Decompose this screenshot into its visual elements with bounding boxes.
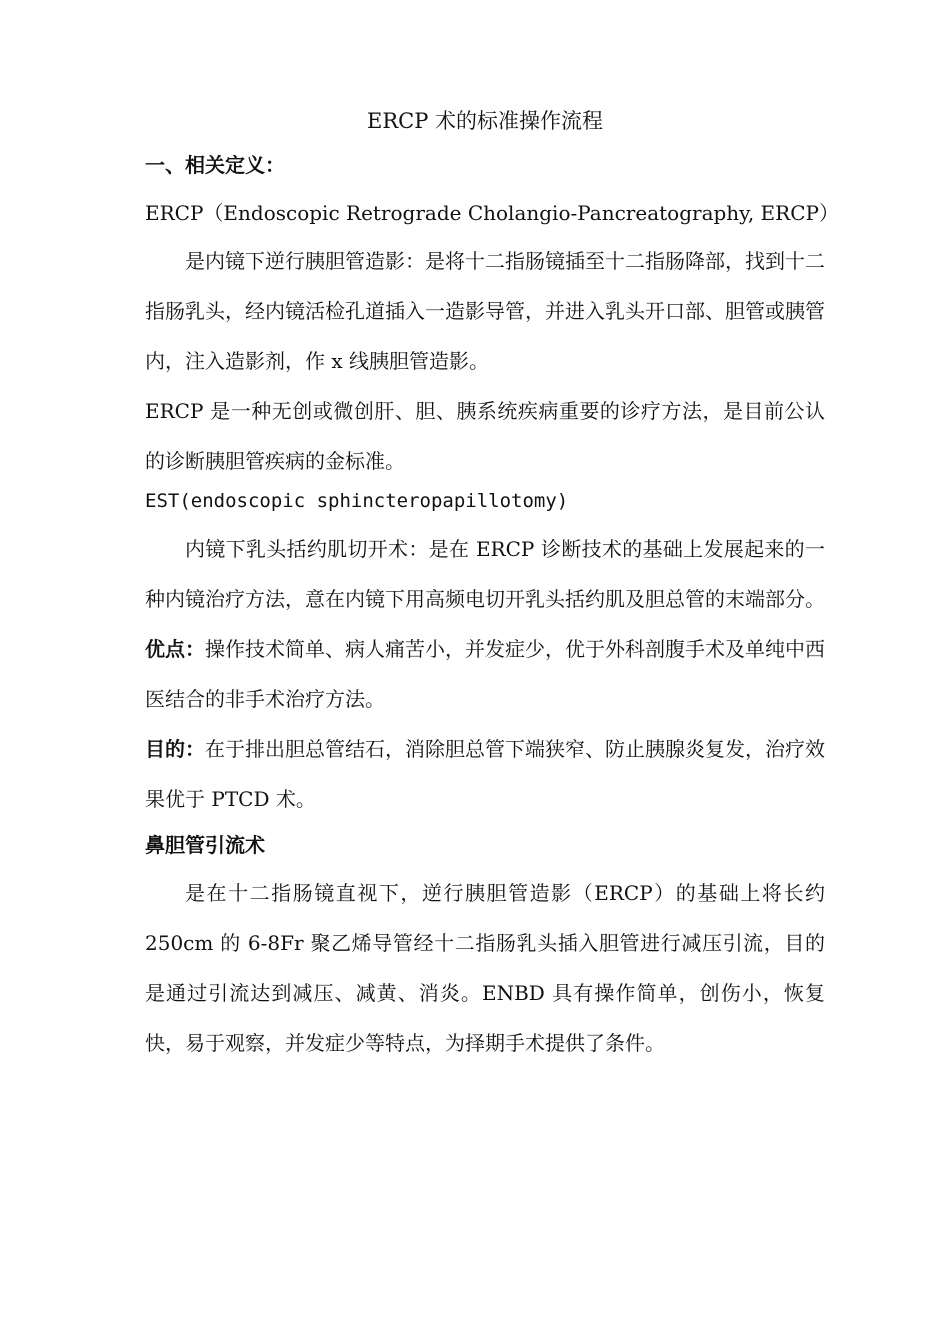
- document-title: ERCP 术的标准操作流程: [366, 109, 603, 133]
- purpose-label: 目的：: [145, 737, 205, 761]
- enbd-definition: 是在十二指肠镜直视下，逆行胰胆管造影（ERCP）的基础上将长约 250cm 的 6-8Fr 聚乙烯导管经十二指肠乳头插入胆管进行减压引流，目的是通过引流达到减压、减黄、消炎。ENBD 具有操作简单，创伤小，恢复快，易于观察，并发症少等特点，为择期手术提供了条件。: [145, 881, 825, 1055]
- ercp-definition: 是内镜下逆行胰胆管造影：是将十二指肠镜插至十二指肠降部，找到十二指肠乳头，经内镜活检孔道插入一造影导管，并进入乳头开口部、胆管或胰管内，注入造影剂，作 x 线胰胆管造影。: [145, 249, 825, 373]
- advantages-paragraph: [145, 624, 825, 724]
- enbd-heading: 鼻胆管引流术: [145, 833, 265, 857]
- purpose-text: 在于排出胆总管结石，消除胆总管下端狭窄、防止胰腺炎复发，治疗效果优于 PTCD 术。: [145, 737, 825, 811]
- est-term: EST(endoscopic sphincteropapillotomy): [145, 490, 569, 512]
- advantages-label: 优点：: [145, 637, 205, 661]
- ercp-note: ERCP 是一种无创或微创肝、胆、胰系统疾病重要的诊疗方法，是目前公认的诊断胰胆管疾病的金标准。: [145, 399, 825, 473]
- purpose-paragraph: [145, 724, 825, 824]
- est-definition: 内镜下乳头括约肌切开术：是在 ERCP 诊断技术的基础上发展起来的一种内镜治疗方法，意在内镜下用高频电切开乳头括约肌及胆总管的末端部分。: [145, 537, 825, 611]
- ercp-term: ERCP（Endoscopic Retrograde Cholangio-Pancreatography, ERCP）: [145, 201, 839, 225]
- advantages-text: 操作技术简单、病人痛苦小，并发症少，优于外科剖腹手术及单纯中西医结合的非手术治疗方法。: [145, 637, 825, 711]
- document-page: [145, 100, 839, 1068]
- section-heading-definitions: 一、相关定义：: [145, 153, 285, 177]
